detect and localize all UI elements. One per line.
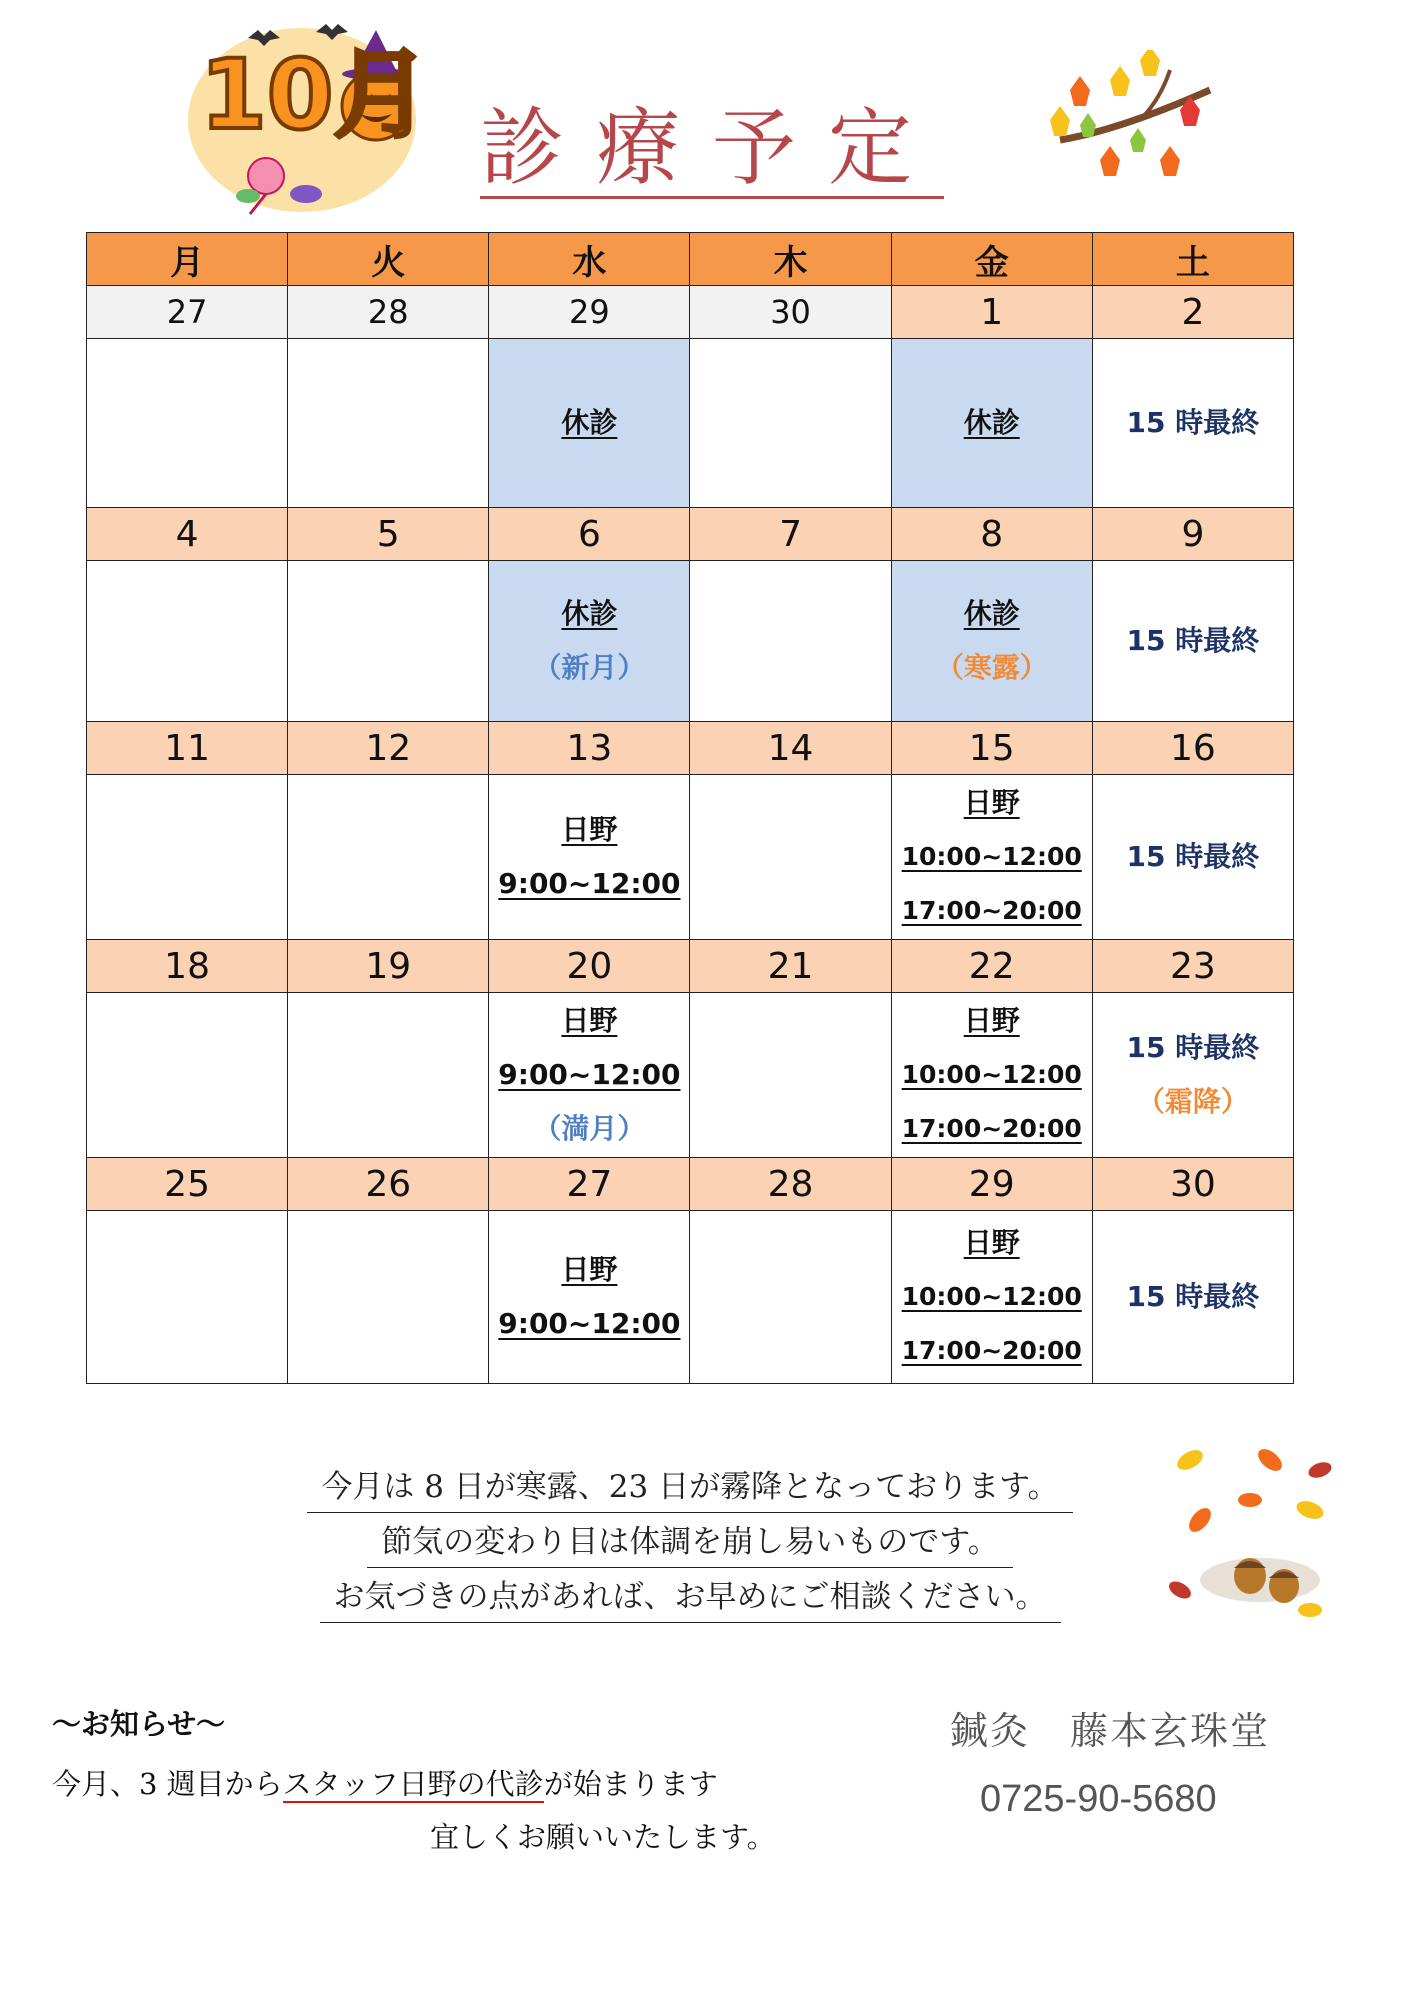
notice-line-1 (52, 1762, 718, 1803)
schedule-cell (87, 561, 288, 722)
schedule-entry: 休診 (963, 406, 1020, 439)
weekday-tue: 火 (288, 233, 489, 286)
schedule-cell (288, 561, 489, 722)
autumn-branch-icon (1040, 50, 1220, 190)
date-cell: 1 (891, 286, 1092, 339)
falling-leaves-acorn-icon (1160, 1440, 1340, 1620)
date-cell: 5 (288, 508, 489, 561)
calendar-body (87, 286, 1294, 1384)
notice-line-1-post: が始まります (543, 1767, 718, 1801)
closed-day-cell (891, 561, 1092, 722)
date-cell: 26 (288, 1158, 489, 1211)
date-cell: 14 (690, 722, 891, 775)
date-cell: 16 (1092, 722, 1293, 775)
notes-line-3: お気づきの点があれば、お早めにご相談ください。 (320, 1572, 1061, 1623)
date-cell: 20 (489, 940, 690, 993)
schedule-cell (891, 993, 1092, 1158)
date-cell: 25 (87, 1158, 288, 1211)
schedule-entry: 10:00~12:00 (901, 1060, 1082, 1089)
date-row (87, 286, 1294, 339)
schedule-entry: （満月） (533, 1112, 646, 1145)
date-cell: 4 (87, 508, 288, 561)
schedule-cell (1092, 561, 1293, 722)
date-cell: 11 (87, 722, 288, 775)
weekday-wed: 水 (489, 233, 690, 286)
schedule-calendar (86, 232, 1294, 1384)
schedule-cell (87, 339, 288, 508)
weekday-header-row (87, 233, 1294, 286)
date-cell: 2 (1092, 286, 1293, 339)
schedule-entry: （寒露） (935, 651, 1048, 684)
schedule-entry: 10:00~12:00 (901, 842, 1082, 871)
date-cell: 28 (690, 1158, 891, 1211)
date-cell: 21 (690, 940, 891, 993)
date-cell: 9 (1092, 508, 1293, 561)
schedule-entry: 日野 (561, 1004, 618, 1037)
clinic-name: 鍼灸 藤本玄珠堂 (950, 1709, 1271, 1753)
schedule-entry: 15 時最終 (1126, 1031, 1260, 1064)
clinic-phone: 0725-90-5680 (980, 1778, 1217, 1820)
notice-heading: ～お知らせ～ (52, 1707, 226, 1741)
schedule-row (87, 561, 1294, 722)
date-cell: 27 (87, 286, 288, 339)
notes-line-2: 節気の変わり目は体調を崩し易いものです。 (367, 1517, 1013, 1568)
schedule-entry: 日野 (963, 1226, 1020, 1259)
schedule-entry: 日野 (963, 786, 1020, 819)
notice-line-1-pre: 今月、3 週目から (52, 1767, 283, 1801)
schedule-entry: 休診 (963, 597, 1020, 630)
date-row (87, 722, 1294, 775)
seasonal-notes (250, 1460, 1130, 1625)
date-cell: 29 (891, 1158, 1092, 1211)
date-cell: 6 (489, 508, 690, 561)
date-cell: 29 (489, 286, 690, 339)
schedule-cell (489, 775, 690, 940)
schedule-cell (1092, 1211, 1293, 1384)
date-cell: 12 (288, 722, 489, 775)
date-cell: 19 (288, 940, 489, 993)
schedule-entry: （霜降） (1136, 1085, 1249, 1118)
schedule-cell (288, 993, 489, 1158)
closed-day-cell (489, 561, 690, 722)
schedule-entry: 日野 (561, 813, 618, 846)
schedule-entry: 日野 (561, 1253, 618, 1286)
schedule-entry: 9:00~12:00 (498, 867, 681, 900)
schedule-entry: 休診 (561, 597, 618, 630)
closed-day-cell (891, 339, 1092, 508)
closed-day-cell (489, 339, 690, 508)
date-row (87, 940, 1294, 993)
schedule-cell (1092, 775, 1293, 940)
schedule-row (87, 993, 1294, 1158)
date-cell: 27 (489, 1158, 690, 1211)
schedule-cell (87, 775, 288, 940)
schedule-entry: 17:00~20:00 (901, 896, 1082, 925)
schedule-entry: （新月） (533, 651, 646, 684)
date-cell: 8 (891, 508, 1092, 561)
schedule-cell (489, 993, 690, 1158)
notice-line-1-highlight: スタッフ日野の代診 (282, 1767, 544, 1801)
date-cell: 18 (87, 940, 288, 993)
weekday-sat: 土 (1092, 233, 1293, 286)
notice-line-2: 宜しくお願いいたします。 (430, 1820, 776, 1854)
schedule-cell (87, 993, 288, 1158)
schedule-cell (1092, 993, 1293, 1158)
page-title: 診療予定 (480, 99, 945, 197)
date-cell: 7 (690, 508, 891, 561)
schedule-entry: 15 時最終 (1126, 840, 1260, 873)
schedule-entry: 休診 (561, 406, 618, 439)
schedule-row (87, 1211, 1294, 1384)
weekday-thu: 木 (690, 233, 891, 286)
date-cell: 30 (690, 286, 891, 339)
schedule-row (87, 775, 1294, 940)
schedule-cell (1092, 339, 1293, 508)
date-row (87, 508, 1294, 561)
weekday-fri: 金 (891, 233, 1092, 286)
date-cell: 13 (489, 722, 690, 775)
schedule-cell (690, 993, 891, 1158)
schedule-entry: 15 時最終 (1126, 624, 1260, 657)
schedule-cell (690, 1211, 891, 1384)
schedule-entry: 15 時最終 (1126, 1280, 1260, 1313)
october-halloween-badge (186, 10, 432, 216)
schedule-cell (288, 1211, 489, 1384)
schedule-entry: 17:00~20:00 (901, 1114, 1082, 1143)
schedule-cell (288, 339, 489, 508)
weekday-mon: 月 (87, 233, 288, 286)
date-cell: 15 (891, 722, 1092, 775)
schedule-cell (891, 775, 1092, 940)
date-cell: 28 (288, 286, 489, 339)
schedule-cell (87, 1211, 288, 1384)
schedule-entry: 10:00~12:00 (901, 1282, 1082, 1311)
schedule-entry: 17:00~20:00 (901, 1336, 1082, 1365)
schedule-entry: 15 時最終 (1126, 406, 1260, 439)
schedule-entry: 9:00~12:00 (498, 1058, 681, 1091)
schedule-entry: 9:00~12:00 (498, 1307, 681, 1340)
schedule-cell (891, 1211, 1092, 1384)
schedule-cell (690, 561, 891, 722)
schedule-row (87, 339, 1294, 508)
date-cell: 23 (1092, 940, 1293, 993)
schedule-entry: 日野 (963, 1004, 1020, 1037)
schedule-cell (489, 1211, 690, 1384)
month-badge-number: 10月 (200, 39, 430, 151)
date-cell: 30 (1092, 1158, 1293, 1211)
schedule-cell (690, 339, 891, 508)
schedule-cell (288, 775, 489, 940)
schedule-cell (690, 775, 891, 940)
notes-line-1: 今月は 8 日が寒露、23 日が霧降となっております。 (307, 1462, 1072, 1513)
date-row (87, 1158, 1294, 1211)
date-cell: 22 (891, 940, 1092, 993)
